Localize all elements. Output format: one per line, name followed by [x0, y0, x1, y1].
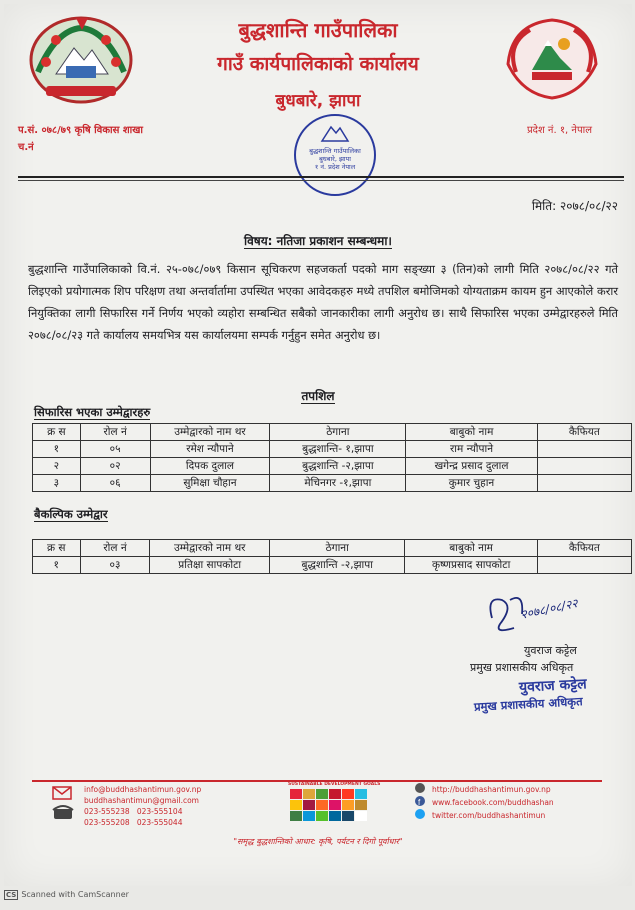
footer-phone: 023-555104: [136, 807, 183, 816]
role-stamp: प्रमुख प्रशासकीय अधिकृत: [473, 694, 583, 714]
col-header: बाबुको नाम: [405, 540, 537, 557]
footer-facebook: www.facebook.com/buddhashan: [432, 798, 554, 807]
footer-email-2: buddhashantimun@gmail.com: [84, 796, 199, 805]
web-icon: [414, 782, 426, 794]
reference-number: प.सं. ०७८/७९ कृषि विकास शाखा: [18, 125, 144, 136]
footer-website: http://buddhashantimun.gov.np: [432, 785, 551, 794]
table-cell: १: [33, 441, 81, 458]
table-row: [33, 475, 632, 492]
municipality-name: बुद्धशान्ति गाउँपालिका: [238, 18, 398, 42]
col-header: रोल नं: [80, 424, 150, 441]
table-cell: ०६: [80, 475, 150, 492]
table-cell: खगेन्द्र प्रसाद दुलाल: [406, 458, 537, 475]
sdg-panel: [288, 782, 381, 821]
table-cell: [537, 475, 631, 492]
footer-contacts: [84, 784, 201, 828]
recommended-title-text: सिफारिस भएका उम्मेद्वारहरु: [34, 405, 151, 419]
table-cell: १: [33, 557, 81, 574]
details-heading: [4, 387, 632, 404]
alternate-section-title: [34, 507, 108, 522]
table-cell: राम न्यौपाने: [406, 441, 537, 458]
footer-phone: 023-555044: [136, 818, 183, 827]
scanner-badge: CS: [6, 891, 17, 899]
body-paragraph: बुद्धशान्ति गाउँपालिकाको वि.नं. २५-०७८/०७९ किसान सूचिकरण सहजकर्ता पदको माग सङ्ख्या ३ (तिन)को लागी मिति २०७८/०८/२२ गते लिइएको प्रयोगात्मक शिप परिक्षण तथा अन्तर्वार्तामा उपस्थित भएका आवेदकहरु मध्ये तपशिल बमोजिमको योग्यताक्रम कायम हुन आएकोले करार नियुक्तिका लागी सिफारिस गर्ने निर्णय भएको व्यहोरा सम्बन्धित सबैको जानकारीका लागी अनुरोध छ। साथै सिफारिस भएका उम्मेद्वारहरुले मिति २०७८/०८/२३ गते कार्यालय समयभित्र यस कार्यालयमा सम्पर्क गर्नुहुन समेत अनुरोध छ।: [28, 262, 618, 342]
phone-icon: [52, 804, 74, 820]
office-name: गाउँ कार्यपालिकाको कार्यालय: [217, 53, 419, 75]
table-cell: सुमिक्षा चौहान: [150, 475, 270, 492]
signatory-role: प्रमुख प्रशासकीय अधिकृत: [470, 661, 574, 674]
stamp-line-2: बुधबारे, झापा: [319, 155, 351, 163]
table-cell: २: [33, 458, 81, 475]
office-stamp: [294, 114, 376, 196]
col-header: ठेगाना: [270, 424, 406, 441]
col-header: उम्मेद्वारको नाम थर: [150, 540, 269, 557]
header-divider: [18, 176, 624, 178]
facebook-icon: [414, 795, 426, 807]
table-row: [33, 458, 632, 475]
col-header: बाबुको नाम: [406, 424, 537, 441]
table-cell: ३: [33, 475, 81, 492]
footer-phones-row: [84, 806, 201, 817]
col-header: कैफियत: [537, 540, 631, 557]
alternate-table: [32, 539, 632, 574]
footer-phone: 023-555208: [84, 818, 130, 827]
letter-date: मिति: २०७८/०८/२२: [531, 199, 618, 213]
footer-phones-row: [84, 817, 201, 828]
recommended-table: [32, 423, 632, 492]
table-cell: दिपक दुलाल: [150, 458, 270, 475]
reference-block: [18, 122, 143, 156]
table-cell: [537, 557, 631, 574]
dispatch-number: च.नं: [18, 142, 34, 153]
footer-phone: 023-555238: [84, 807, 130, 816]
table-cell: [537, 458, 631, 475]
office-location: बुधबारे, झापा: [275, 91, 361, 111]
recommended-section-title: [34, 405, 150, 420]
table-cell: ०३: [80, 557, 150, 574]
svg-text:f: f: [418, 798, 421, 807]
col-header: ठेगाना: [269, 540, 405, 557]
table-header-row: [33, 424, 632, 441]
letter-page: [4, 4, 632, 886]
table-row: [33, 441, 632, 458]
table-cell: कुमार चुहान: [406, 475, 537, 492]
subject-text: विषय: नतिजा प्रकाशन सम्बन्धमा।: [243, 234, 392, 248]
col-header: कैफियत: [537, 424, 631, 441]
table-header-row: [33, 540, 632, 557]
footer-email-1: info@buddhashantimun.gov.np: [84, 785, 202, 794]
stamp-line-3: १ नं. प्रदेश नेपाल: [314, 163, 356, 171]
mail-icon: [52, 786, 72, 800]
stamp-line-1: बुद्धशान्ति गाउँपालिका: [309, 147, 361, 155]
alternate-title-text: बैकल्पिक उम्मेद्वार: [34, 507, 108, 521]
table-cell: ०५: [80, 441, 150, 458]
scanner-watermark: [4, 890, 129, 900]
stamp-emblem-icon: [320, 121, 350, 143]
table-cell: रमेश न्यौपाने: [150, 441, 270, 458]
header-divider-thin: [18, 180, 624, 181]
table-cell: कृष्णप्रसाद सापकोटा: [405, 557, 537, 574]
col-header: उम्मेद्वारको नाम थर: [150, 424, 270, 441]
name-stamp: युवराज कट्टेल: [518, 676, 588, 696]
table-cell: प्रतिक्षा सापकोटा: [150, 557, 269, 574]
table-row: [33, 557, 632, 574]
table-cell: बुद्धशान्ति -२,झापा: [270, 458, 406, 475]
municipality-logo-icon: [502, 14, 602, 104]
signature-date: २०७८/०८/२२: [519, 596, 579, 622]
sdg-grid-icon: [290, 789, 367, 821]
table-cell: मेचिनगर -१,झापा: [270, 475, 406, 492]
twitter-icon: [414, 808, 426, 820]
col-header: क्र स: [33, 540, 81, 557]
province-label: प्रदेश नं. १, नेपाल: [526, 125, 592, 136]
table-cell: बुद्धशान्ति -२,झापा: [269, 557, 405, 574]
col-header: रोल नं: [80, 540, 150, 557]
table-cell: [537, 441, 631, 458]
table-cell: बुद्धशान्ति- १,झापा: [270, 441, 406, 458]
sdg-label: SUSTAINABLE DEVELOPMENT GOALS: [288, 782, 381, 787]
details-heading-text: तपशिल: [301, 389, 335, 403]
footer-web: [432, 783, 554, 822]
signatory-name: युवराज कट्टेल: [524, 644, 577, 657]
table-cell: ०२: [80, 458, 150, 475]
scanner-text: Scanned with CamScanner: [21, 890, 129, 899]
footer-twitter: twitter.com/buddhashantimun: [432, 811, 546, 820]
subject-line: [4, 232, 632, 249]
footer-motto: "समृद्ध बुद्धशान्तिको आधार: कृषि, पर्यटन र दिगो पूर्वाधार": [233, 837, 403, 846]
col-header: क्र स: [33, 424, 81, 441]
